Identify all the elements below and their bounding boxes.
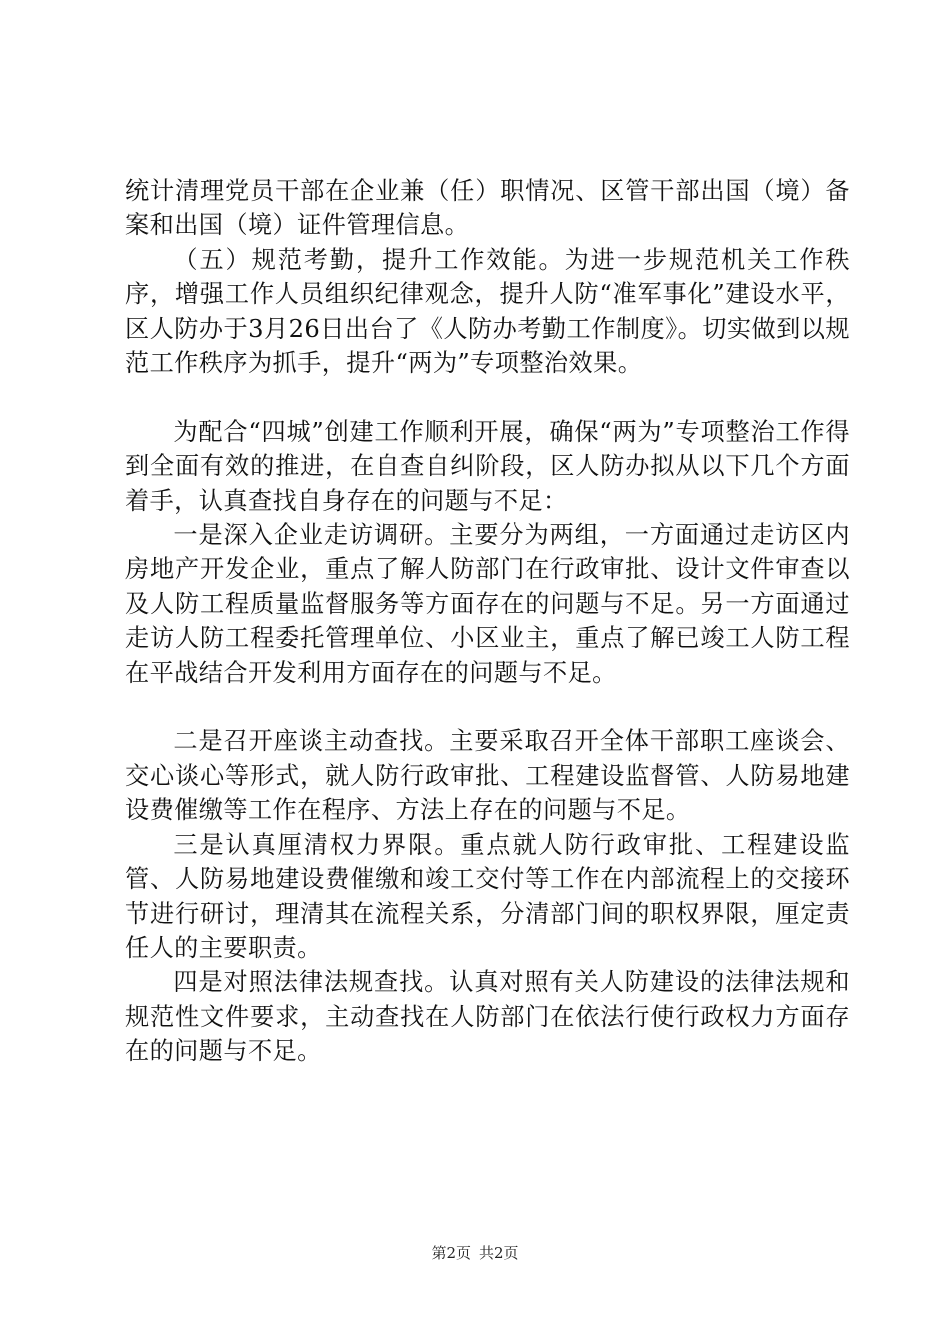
document-body — [125, 174, 850, 1069]
paragraph-regulate-attendance: （五）规范考勤，提升工作效能。为进一步规范机关工作秩序，增强工作人员组织纪律观念，提升人防“准军事化”建设水平，区人防办于3月26日出台了《人防办考勤工作制度》。切实做到以规范工作秩序为抓手，提升“两为”专项整治效果。 — [125, 245, 850, 378]
paragraph-laws-regulations: 四是对照法律法规查找。认真对照有关人防建设的法律法规和规范性文件要求，主动查找在人防部门在依法行使行政权力方面存在的问题与不足。 — [125, 968, 850, 1066]
paragraph-symposium: 二是召开座谈主动查找。主要采取召开全体干部职工座谈会、交心谈心等形式，就人防行政审批、工程建设监督管、人防易地建设费催缴等工作在程序、方法上存在的问题与不足。 — [125, 727, 850, 825]
paragraph-enterprise-visits: 一是深入企业走访调研。主要分为两组，一方面通过走访区内房地产开发企业，重点了解人防部门在行政审批、设计文件审查以及人防工程质量监督服务等方面存在的问题与不足。另一方面通过走访人防工程委托管理单位、小区业主，重点了解已竣工人防工程在平战结合开发利用方面存在的问题与不足。 — [125, 521, 850, 687]
paragraph-continuation: 统计清理党员干部在企业兼（任）职情况、区管干部出国（境）备案和出国（境）证件管理信息。 — [125, 177, 850, 240]
paragraph-self-inspection-intro: 为配合“四城”创建工作顺利开展，确保“两为”专项整治工作得到全面有效的推进，在自查自纠阶段，区人防办拟从以下几个方面着手，认真查找自身存在的问题与不足： — [125, 417, 850, 515]
paragraph-power-boundaries: 三是认真厘清权力界限。重点就人防行政审批、工程建设监管、人防易地建设费催缴和竣工交付等工作在内部流程上的交接环节进行研讨，理清其在流程关系，分清部门间的职权界限，厘定责任人的主要职责。 — [125, 830, 850, 962]
paragraph-spacer — [125, 380, 850, 414]
paragraph-spacer — [125, 690, 850, 724]
page-footer — [0, 1243, 950, 1263]
page-number-current: 第2页 — [431, 1244, 471, 1262]
page-number-total: 共2页 — [479, 1244, 519, 1262]
